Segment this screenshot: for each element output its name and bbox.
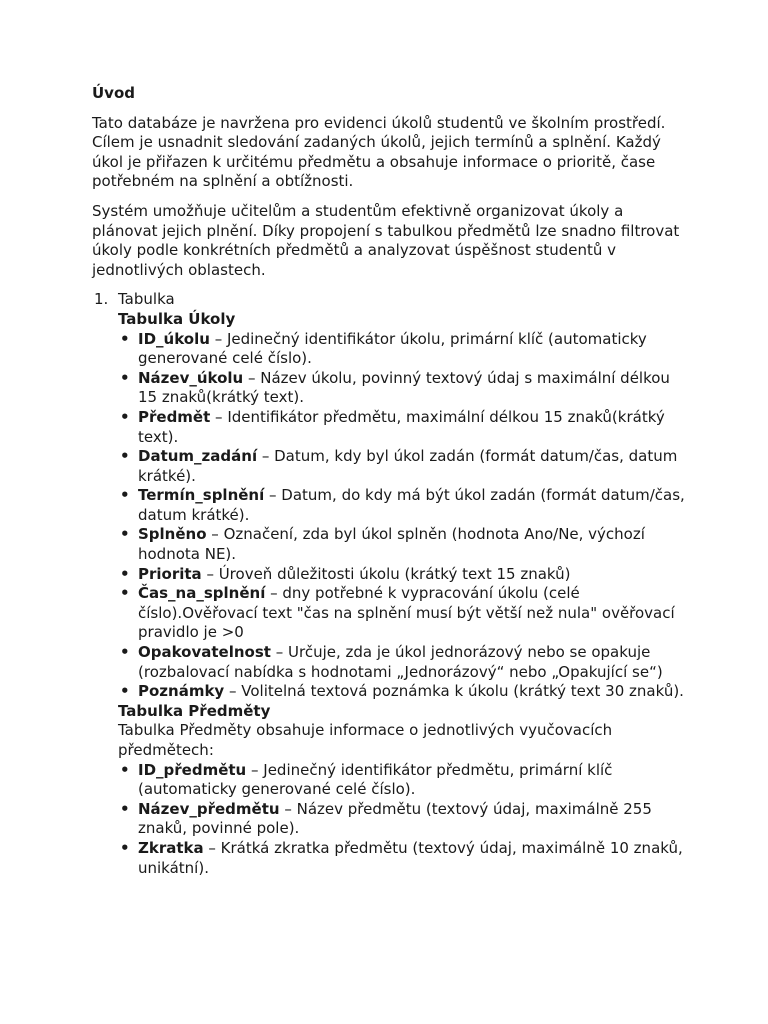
list-item bbox=[118, 643, 692, 682]
bullet-icon: • bbox=[120, 525, 130, 544]
bullet-icon: • bbox=[120, 760, 130, 779]
intro-paragraph-1: Tato databáze je navržena pro evidenci úkolů studentů ve školním prostředí. Cílem je usnadnit sledování zadaných úkolů, jejich termínů a splnění. Každý úkol je přiřazen k určitému předmětu a obsahuje informace o prioritě, čase potřebném na splnění a obtížnosti. bbox=[92, 113, 666, 191]
field-description: – Úroveň důležitosti úkolu (krátký text 15 znaků) bbox=[201, 564, 571, 583]
field-name: Splněno bbox=[138, 525, 207, 544]
field-description: – Identifikátor předmětu, maximální délkou 15 znaků(krátký text). bbox=[138, 407, 665, 446]
field-name: Opakovatelnost bbox=[138, 643, 271, 662]
bullet-icon: • bbox=[120, 838, 130, 857]
bullet-icon: • bbox=[120, 329, 130, 348]
list-item bbox=[118, 800, 692, 839]
list-item bbox=[118, 682, 692, 702]
list-item bbox=[118, 486, 692, 525]
field-description: – Krátká zkratka předmětu (textový údaj, maximálně 10 znaků, unikátní). bbox=[138, 838, 683, 877]
field-name: Priorita bbox=[138, 564, 202, 583]
list-item bbox=[118, 447, 692, 486]
list-item bbox=[118, 369, 692, 408]
list-item bbox=[118, 761, 692, 800]
field-name: Datum_zadání bbox=[138, 447, 258, 466]
list-item bbox=[118, 408, 692, 447]
table-predmety-title: Tabulka Předměty bbox=[118, 701, 271, 720]
field-description: – Datum, kdy byl úkol zadán (formát datum/čas, datum krátké). bbox=[138, 447, 678, 485]
bullet-icon: • bbox=[120, 643, 130, 662]
numbered-list-item bbox=[92, 290, 692, 878]
field-name: Termín_splnění bbox=[138, 486, 265, 505]
field-name: Zkratka bbox=[138, 838, 204, 857]
numbered-list bbox=[92, 290, 692, 878]
field-description: – Název úkolu, povinný textový údaj s maximální délkou 15 znaků(krátký text). bbox=[138, 368, 670, 407]
field-description: – Název předmětu (textový údaj, maximálně 255 znaků, povinné pole). bbox=[138, 799, 652, 838]
bullet-icon: • bbox=[120, 799, 130, 818]
bullet-icon: • bbox=[120, 447, 130, 466]
bullet-icon: • bbox=[120, 368, 130, 387]
list-item bbox=[118, 839, 692, 878]
list-item bbox=[118, 330, 692, 369]
field-name: Poznámky bbox=[138, 682, 225, 701]
field-name: ID_předmětu bbox=[138, 760, 247, 779]
field-name: Předmět bbox=[138, 407, 211, 426]
bullet-icon: • bbox=[120, 407, 130, 426]
table-ukoly-title: Tabulka Úkoly bbox=[118, 309, 236, 328]
list-item bbox=[118, 565, 692, 585]
table-predmety-fields bbox=[118, 761, 692, 879]
field-description: – Datum, do kdy má být úkol zadán (formát datum/čas, datum krátké). bbox=[138, 486, 685, 524]
field-name: ID_úkolu bbox=[138, 329, 210, 348]
table-predmety-description: Tabulka Předměty obsahuje informace o jednotlivých vyučovacích předmětech: bbox=[118, 721, 613, 759]
bullet-icon: • bbox=[120, 584, 130, 603]
bullet-icon: • bbox=[120, 682, 130, 701]
table-ukoly-fields bbox=[118, 330, 692, 702]
document-page bbox=[92, 84, 692, 878]
field-description: – dny potřebné k vypracování úkolu (celé číslo).Ověřovací text "čas na splnění musí být větší než nula" ověřovací pravidlo je >0 bbox=[138, 584, 675, 642]
section-heading-uvod: Úvod bbox=[92, 84, 136, 102]
list-number: 1. bbox=[94, 290, 109, 309]
field-description: – Volitelná textová poznámka k úkolu (krátký text 30 znaků). bbox=[224, 682, 684, 701]
bullet-icon: • bbox=[120, 486, 130, 505]
intro-paragraph-2: Systém umožňuje učitelům a studentům efektivně organizovat úkoly a plánovat jejich plnění. Díky propojení s tabulkou předmětů lze snadno filtrovat úkoly podle konkrétních předmětů a analyzovat úspěšnost studentů v jednotlivých oblastech. bbox=[92, 201, 680, 279]
list-item-label: Tabulka bbox=[118, 290, 175, 309]
list-item bbox=[118, 525, 692, 564]
bullet-icon: • bbox=[120, 564, 130, 583]
list-item bbox=[118, 584, 692, 643]
field-description: – Označení, zda byl úkol splněn (hodnota Ano/Ne, výchozí hodnota NE). bbox=[138, 525, 645, 564]
field-name: Název_předmětu bbox=[138, 799, 280, 818]
field-description: – Jedinečný identifikátor úkolu, primární klíč (automaticky generované celé číslo). bbox=[138, 329, 647, 368]
field-name: Název_úkolu bbox=[138, 368, 244, 387]
field-description: – Jedinečný identifikátor předmětu, primární klíč (automaticky generované celé číslo). bbox=[138, 760, 613, 799]
field-name: Čas_na_splnění bbox=[138, 584, 266, 603]
field-description: – Určuje, zda je úkol jednorázový nebo se opakuje (rozbalovací nabídka s hodnotami „Jednorázový“ nebo „Opakující se“) bbox=[138, 643, 663, 681]
